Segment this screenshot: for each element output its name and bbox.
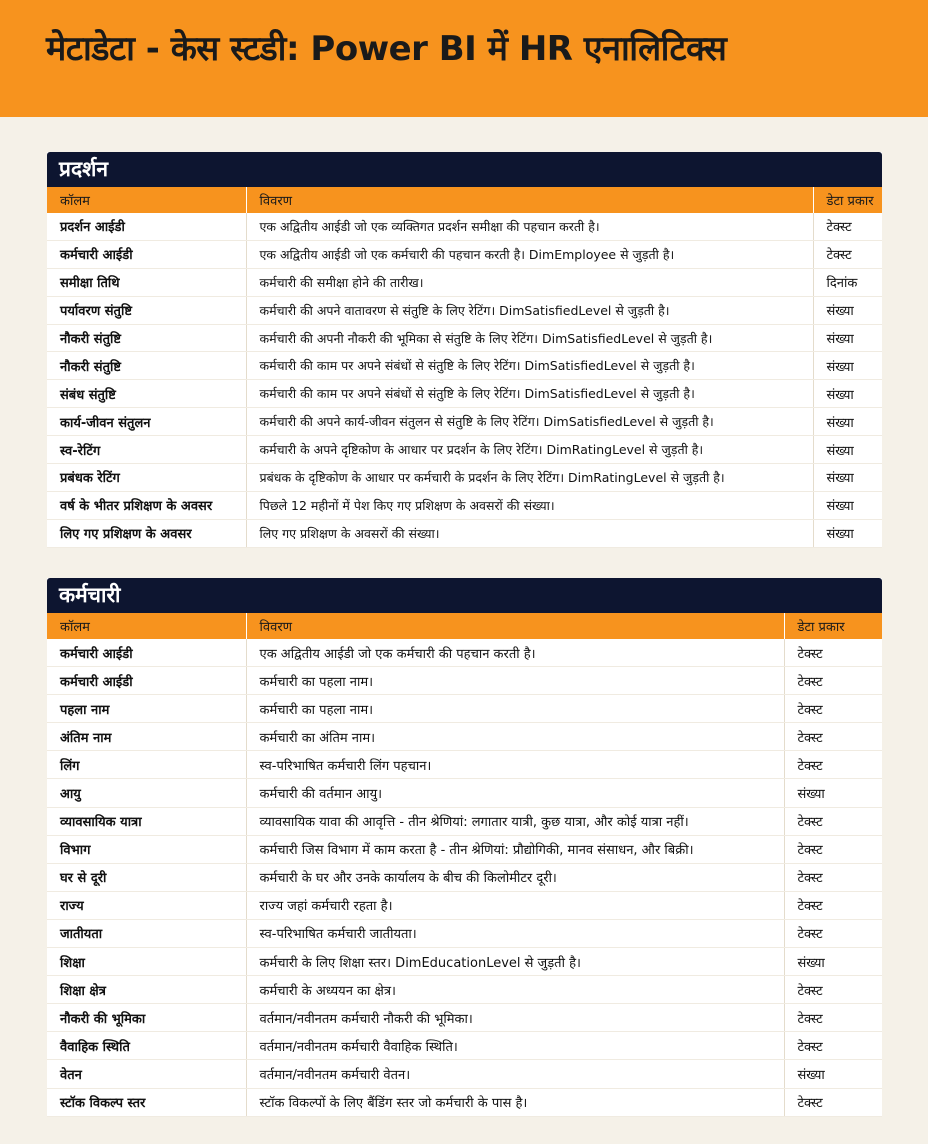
cell-description: कर्मचारी की वर्तमान आयु।	[246, 779, 784, 807]
cell-column: कर्मचारी आईडी	[47, 240, 246, 268]
cell-column: वेतन	[47, 1060, 246, 1088]
cell-column: प्रबंधक रेटिंग	[47, 464, 246, 492]
cell-data-type: टेक्स्ट	[784, 1032, 882, 1060]
cell-data-type: संख्या	[813, 380, 882, 408]
table-row	[47, 268, 882, 296]
cell-data-type: टेक्स्ट	[784, 1088, 882, 1116]
table-row	[47, 491, 882, 519]
cell-data-type: संख्या	[784, 779, 882, 807]
table-row	[47, 919, 882, 947]
cell-column: नौकरी संतुष्टि	[47, 324, 246, 352]
cell-description: वर्तमान/नवीनतम कर्मचारी वेतन।	[246, 1060, 784, 1088]
table-row	[47, 779, 882, 807]
table-row	[47, 296, 882, 324]
table-header-row	[47, 187, 882, 213]
table-row	[47, 213, 882, 240]
cell-column: शिक्षा क्षेत्र	[47, 976, 246, 1004]
cell-column: पहला नाम	[47, 695, 246, 723]
cell-data-type: टेक्स्ट	[784, 1004, 882, 1032]
table-row	[47, 352, 882, 380]
table-row	[47, 667, 882, 695]
table-row	[47, 519, 882, 547]
cell-data-type: टेक्स्ट	[784, 919, 882, 947]
cell-column: स्टॉक विकल्प स्तर	[47, 1088, 246, 1116]
header-data-type: डेटा प्रकार	[813, 187, 882, 213]
header-description: विवरण	[246, 613, 784, 639]
cell-column: नौकरी की भूमिका	[47, 1004, 246, 1032]
table-row	[47, 863, 882, 891]
cell-column: नौकरी संतुष्टि	[47, 352, 246, 380]
cell-data-type: संख्या	[813, 464, 882, 492]
cell-description: कर्मचारी की काम पर अपने संबंधों से संतुष्टि के लिए रेटिंग। DimSatisfiedLevel से जुड़ती है।	[246, 352, 813, 380]
cell-column: घर से दूरी	[47, 863, 246, 891]
table-row	[47, 751, 882, 779]
cell-data-type: संख्या	[813, 296, 882, 324]
header-column: कॉलम	[47, 613, 246, 639]
cell-description: कर्मचारी के घर और उनके कार्यालय के बीच की किलोमीटर दूरी।	[246, 863, 784, 891]
cell-description: कर्मचारी की अपने वातावरण से संतुष्टि के लिए रेटिंग। DimSatisfiedLevel से जुड़ती है।	[246, 296, 813, 324]
cell-column: वर्ष के भीतर प्रशिक्षण के अवसर	[47, 491, 246, 519]
cell-column: लिंग	[47, 751, 246, 779]
table-row	[47, 240, 882, 268]
cell-data-type: टेक्स्ट	[784, 667, 882, 695]
cell-data-type: संख्या	[784, 1060, 882, 1088]
cell-data-type: टेक्स्ट	[784, 695, 882, 723]
cell-description: स्व-परिभाषित कर्मचारी लिंग पहचान।	[246, 751, 784, 779]
cell-description: कर्मचारी का अंतिम नाम।	[246, 723, 784, 751]
section-title: कर्मचारी	[47, 578, 882, 613]
table-row	[47, 639, 882, 667]
cell-data-type: संख्या	[813, 491, 882, 519]
cell-description: कर्मचारी की अपनी नौकरी की भूमिका से संतुष्टि के लिए रेटिंग। DimSatisfiedLevel से जुड़ती है।	[246, 324, 813, 352]
performance-section	[47, 152, 882, 548]
cell-column: कर्मचारी आईडी	[47, 667, 246, 695]
table-row	[47, 1060, 882, 1088]
table-row	[47, 436, 882, 464]
cell-description: व्यावसायिक यावा की आवृत्ति - तीन श्रेणियां: लगातार यात्री, कुछ यात्रा, और कोई यात्रा नहीं।	[246, 807, 784, 835]
cell-column: स्व-रेटिंग	[47, 436, 246, 464]
table-header-row	[47, 613, 882, 639]
cell-data-type: दिनांक	[813, 268, 882, 296]
page-header	[0, 0, 928, 117]
cell-description: वर्तमान/नवीनतम कर्मचारी वैवाहिक स्थिति।	[246, 1032, 784, 1060]
cell-description: एक अद्वितीय आईडी जो एक कर्मचारी की पहचान करती है। DimEmployee से जुड़ती है।	[246, 240, 813, 268]
cell-description: कर्मचारी के अपने दृष्टिकोण के आधार पर प्रदर्शन के लिए रेटिंग। DimRatingLevel से जुड़ती है।	[246, 436, 813, 464]
cell-column: आयु	[47, 779, 246, 807]
cell-description: लिए गए प्रशिक्षण के अवसरों की संख्या।	[246, 519, 813, 547]
cell-column: व्यावसायिक यात्रा	[47, 807, 246, 835]
section-title: प्रदर्शन	[47, 152, 882, 187]
cell-column: कर्मचारी आईडी	[47, 639, 246, 667]
table-row	[47, 324, 882, 352]
cell-column: विभाग	[47, 835, 246, 863]
cell-description: कर्मचारी की अपने कार्य-जीवन संतुलन से संतुष्टि के लिए रेटिंग। DimSatisfiedLevel से जुड़ती है।	[246, 408, 813, 436]
cell-data-type: संख्या	[813, 408, 882, 436]
cell-data-type: टेक्स्ट	[784, 807, 882, 835]
table-row	[47, 976, 882, 1004]
cell-description: राज्य जहां कर्मचारी रहता है।	[246, 891, 784, 919]
page-title: मेटाडेटा - केस स्टडी: Power BI में HR एनालिटिक्स	[46, 29, 727, 69]
cell-column: जातीयता	[47, 919, 246, 947]
table-row	[47, 1032, 882, 1060]
cell-data-type: संख्या	[784, 948, 882, 976]
cell-description: प्रबंधक के दृष्टिकोण के आधार पर कर्मचारी के प्रदर्शन के लिए रेटिंग। DimRatingLevel से जुड़ती है।	[246, 464, 813, 492]
cell-description: कर्मचारी के अध्ययन का क्षेत्र।	[246, 976, 784, 1004]
table-row	[47, 835, 882, 863]
table-row	[47, 723, 882, 751]
cell-column: राज्य	[47, 891, 246, 919]
cell-data-type: टेक्स्ट	[784, 891, 882, 919]
cell-column: शिक्षा	[47, 948, 246, 976]
cell-data-type: संख्या	[813, 352, 882, 380]
table-row	[47, 1004, 882, 1032]
cell-description: स्टॉक विकल्पों के लिए बैंडिंग स्तर जो कर्मचारी के पास है।	[246, 1088, 784, 1116]
cell-data-type: संख्या	[813, 436, 882, 464]
cell-description: एक अद्वितीय आईडी जो एक व्यक्तिगत प्रदर्शन समीक्षा की पहचान करती है।	[246, 213, 813, 240]
cell-data-type: संख्या	[813, 324, 882, 352]
table-row	[47, 1088, 882, 1116]
cell-column: वैवाहिक स्थिति	[47, 1032, 246, 1060]
table-row	[47, 807, 882, 835]
header-column: कॉलम	[47, 187, 246, 213]
cell-description: कर्मचारी की काम पर अपने संबंधों से संतुष्टि के लिए रेटिंग। DimSatisfiedLevel से जुड़ती है।	[246, 380, 813, 408]
table-row	[47, 380, 882, 408]
cell-description: कर्मचारी के लिए शिक्षा स्तर। DimEducationLevel से जुड़ती है।	[246, 948, 784, 976]
cell-data-type: टेक्स्ट	[813, 213, 882, 240]
cell-description: कर्मचारी का पहला नाम।	[246, 695, 784, 723]
employee-section	[47, 578, 882, 1117]
cell-description: एक अद्वितीय आईडी जो एक कर्मचारी की पहचान करती है।	[246, 639, 784, 667]
cell-data-type: टेक्स्ट	[784, 976, 882, 1004]
cell-data-type: टेक्स्ट	[784, 723, 882, 751]
cell-data-type: संख्या	[813, 519, 882, 547]
cell-description: स्व-परिभाषित कर्मचारी जातीयता।	[246, 919, 784, 947]
table-row	[47, 408, 882, 436]
header-data-type: डेटा प्रकार	[784, 613, 882, 639]
cell-column: पर्यावरण संतुष्टि	[47, 296, 246, 324]
cell-data-type: टेक्स्ट	[784, 751, 882, 779]
cell-column: समीक्षा तिथि	[47, 268, 246, 296]
cell-data-type: टेक्स्ट	[784, 639, 882, 667]
table-row	[47, 891, 882, 919]
table-row	[47, 464, 882, 492]
employee-table	[47, 613, 882, 1117]
cell-description: कर्मचारी की समीक्षा होने की तारीख।	[246, 268, 813, 296]
cell-data-type: टेक्स्ट	[813, 240, 882, 268]
header-description: विवरण	[246, 187, 813, 213]
cell-description: वर्तमान/नवीनतम कर्मचारी नौकरी की भूमिका।	[246, 1004, 784, 1032]
cell-column: प्रदर्शन आईडी	[47, 213, 246, 240]
table-row	[47, 695, 882, 723]
cell-description: कर्मचारी जिस विभाग में काम करता है - तीन श्रेणियां: प्रौद्योगिकी, मानव संसाधन, और बिक्री।	[246, 835, 784, 863]
performance-table	[47, 187, 882, 548]
table-row	[47, 948, 882, 976]
cell-description: पिछले 12 महीनों में पेश किए गए प्रशिक्षण के अवसरों की संख्या।	[246, 491, 813, 519]
cell-column: अंतिम नाम	[47, 723, 246, 751]
cell-data-type: टेक्स्ट	[784, 835, 882, 863]
cell-column: लिए गए प्रशिक्षण के अवसर	[47, 519, 246, 547]
cell-column: कार्य-जीवन संतुलन	[47, 408, 246, 436]
cell-data-type: टेक्स्ट	[784, 863, 882, 891]
cell-description: कर्मचारी का पहला नाम।	[246, 667, 784, 695]
cell-column: संबंध संतुष्टि	[47, 380, 246, 408]
